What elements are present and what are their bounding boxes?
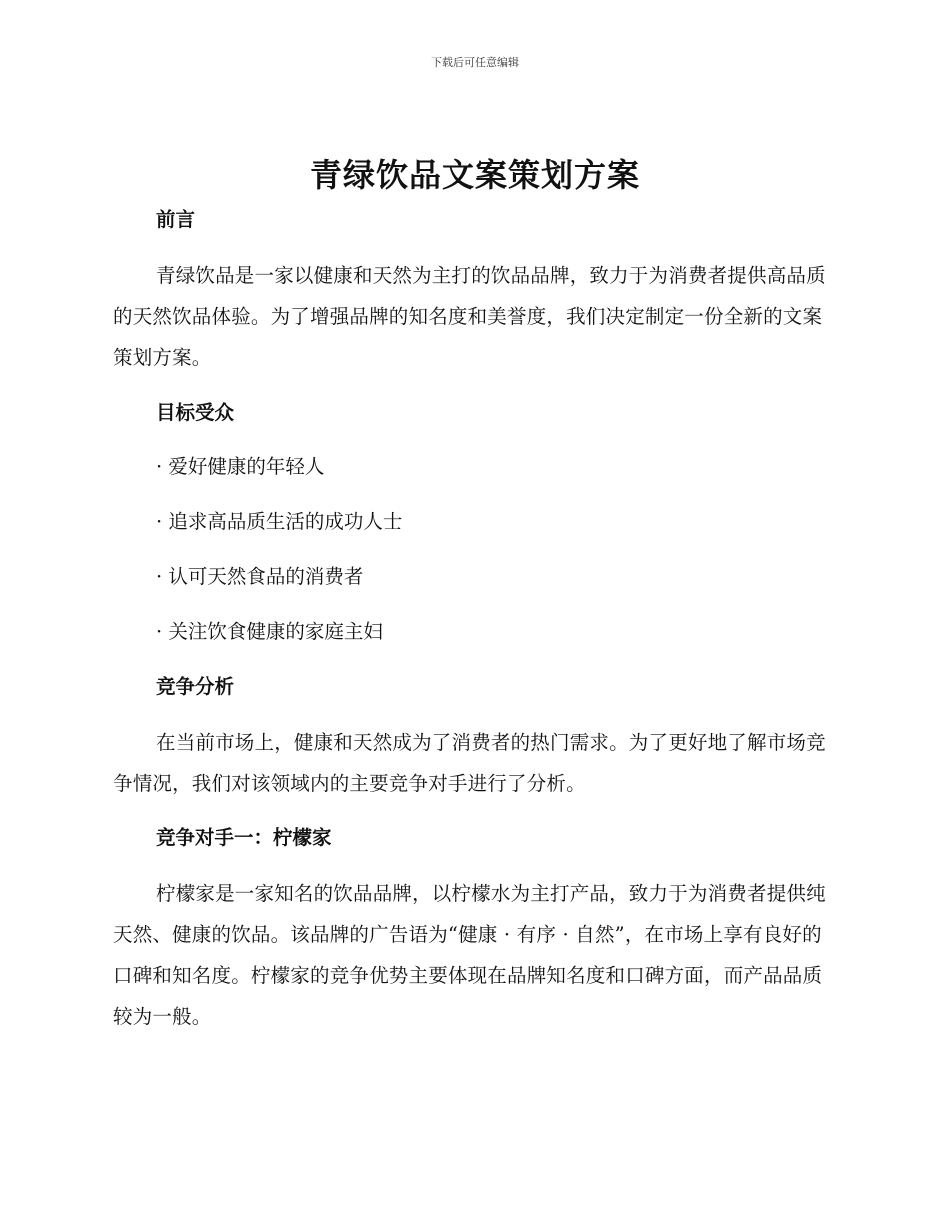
audience-item: · 追求高品质生活的成功人士 (156, 510, 403, 533)
rival-heading: 竞争对手一：柠檬家 (156, 826, 332, 849)
header-note: 下载后可任意编辑 (431, 56, 519, 69)
audience-item: · 关注饮食健康的家庭主妇 (156, 620, 383, 643)
preface-paragraph: 青绿饮品是一家以健康和天然为主打的饮品品牌，致力于为消费者提供高品质的天然饮品体验。为了增强品牌的知名度和美誉度，我们决定制定一份全新的文案策划方案。 (113, 264, 826, 369)
document-body (113, 205, 831, 1037)
audience-heading: 目标受众 (156, 401, 235, 424)
audience-item: · 认可天然食品的消费者 (156, 565, 364, 588)
rival-paragraph: 柠檬家是一家知名的饮品品牌，以柠檬水为主打产品，致力于为消费者提供纯天然、健康的饮品。该品牌的广告语为“健康 · 有序 · 自然”，在市场上享有良好的口碑和知名度。柠檬家的竞争优势主要体现在品牌知名度和口碑方面，而产品品质较为一般。 (113, 882, 826, 1028)
document-title: 青绿饮品文案策划方案 (309, 156, 640, 194)
audience-item: · 爱好健康的年轻人 (156, 455, 325, 478)
preface-heading: 前言 (156, 208, 196, 231)
competition-heading: 竞争分析 (156, 675, 235, 698)
competition-paragraph: 在当前市场上，健康和天然成为了消费者的热门需求。为了更好地了解市场竞争情况，我们对该领域内的主要竞争对手进行了分析。 (113, 731, 826, 795)
